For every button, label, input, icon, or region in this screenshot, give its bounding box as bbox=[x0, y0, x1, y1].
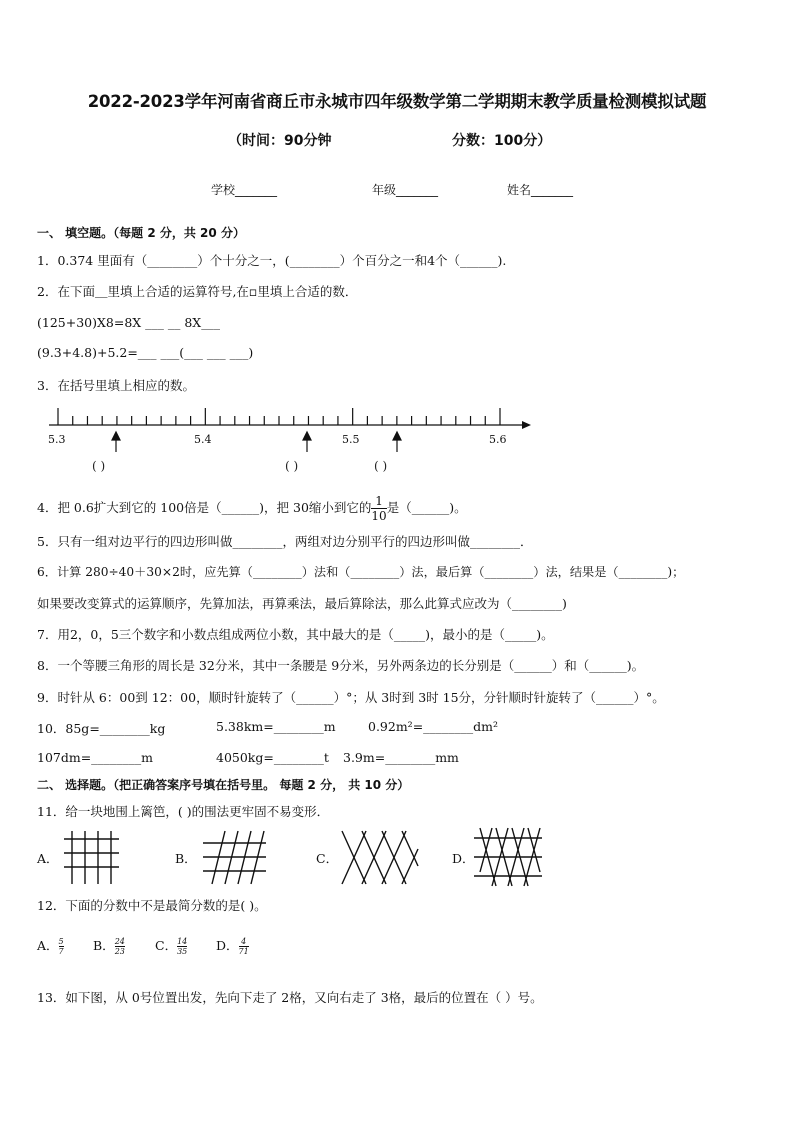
q12-option-a bbox=[37, 936, 64, 956]
fraction-numerator: 1 bbox=[371, 494, 386, 509]
q12-option-c bbox=[155, 936, 187, 956]
answer-blank-2: ( ) bbox=[285, 459, 299, 473]
tick-label-5-6: 5.6 bbox=[489, 433, 507, 446]
question-2-line-1: (125+30)X8=8X ___ __ 8X___ bbox=[37, 315, 220, 330]
question-6: 6．计算 280÷40＋30×2时，应先算（________）法和（________）法，最后算（________）法，结果是（________)； bbox=[37, 565, 685, 579]
q12-option-a-fraction bbox=[59, 937, 64, 956]
tick-label-5-5: 5.5 bbox=[342, 433, 360, 446]
exam-time: （时间：90分钟 bbox=[228, 133, 332, 149]
question-10-part-2: 5.38km=________m bbox=[216, 719, 336, 734]
question-4-part-b: 是（______)。 bbox=[386, 500, 467, 515]
q12-option-b-fraction bbox=[115, 937, 125, 956]
q12-option-c-label: C． bbox=[155, 938, 178, 953]
option-d-label: D． bbox=[452, 851, 475, 866]
question-1: 1．0.374 里面有（________）个十分之一，(________）个百分之一和4个（______). bbox=[37, 253, 507, 268]
question-2-line-2: (9.3+4.8)+5.2=___ ___(___ ___ ___) bbox=[37, 345, 254, 360]
section-2-heading: 二、 选择题。（把正确答案序号填在括号里。 每题 2 分， 共 10 分） bbox=[37, 778, 410, 792]
page-title: 2022-2023学年河南省商丘市永城市四年级数学第二学期期末教学质量检测模拟试题 bbox=[87, 92, 707, 111]
fraction-denominator: 23 bbox=[114, 947, 125, 956]
question-4-part-a: 4．把 0.6扩大到它的 100倍是（______)，把 30缩小到它的 bbox=[37, 500, 372, 515]
option-b-label: B． bbox=[175, 851, 197, 866]
tick-label-5-3: 5.3 bbox=[48, 433, 66, 446]
question-10-part-4: 107dm=________m bbox=[37, 750, 154, 765]
question-7: 7．用2，0，5三个数字和小数点组成两位小数，其中最大的是（_____)，最小的是（_____)。 bbox=[37, 627, 554, 642]
fraction-numerator: 5 bbox=[58, 937, 64, 946]
q12-option-b-label: B． bbox=[93, 938, 115, 953]
q12-option-b bbox=[93, 936, 125, 956]
option-a-label: A． bbox=[37, 851, 59, 866]
question-5: 5．只有一组对边平行的四边形叫做________，两组对边分别平行的四边形叫做________． bbox=[37, 534, 533, 549]
option-c-label: C． bbox=[316, 851, 339, 866]
q12-option-d bbox=[216, 936, 249, 956]
q12-option-c-fraction bbox=[177, 937, 187, 956]
fraction-numerator: 4 bbox=[239, 937, 249, 947]
q12-option-d-label: D． bbox=[216, 938, 239, 953]
question-10-part-5: 4050kg=________t bbox=[216, 750, 329, 765]
fence-diagonal-lattice-icon bbox=[342, 831, 418, 884]
question-13: 13．如下图，从 0号位置出发，先向下走了 2格，又向右走了 3格，最后的位置在（ ）号。 bbox=[37, 990, 543, 1005]
question-10-part-6: 3.9m=________mm bbox=[343, 750, 459, 765]
question-2: 2．在下面＿里填上合适的运算符号,在▫里填上合适的数． bbox=[37, 284, 358, 299]
question-12: 12．下面的分数中不是最简分数的是( )。 bbox=[37, 898, 267, 913]
tick-label-5-4: 5.4 bbox=[194, 433, 212, 446]
question-6-continued: 如果要改变算式的运算顺序，先算加法，再算乘法，最后算除法，那么此算式应改为（________) bbox=[37, 596, 567, 611]
question-3: 3．在括号里填上相应的数。 bbox=[37, 378, 195, 393]
school-field: 学校_______ bbox=[211, 183, 278, 197]
fraction-denominator: 35 bbox=[177, 947, 188, 956]
question-10-part-1: 10．85g=________kg bbox=[37, 721, 166, 736]
fence-parallelogram-grid-icon bbox=[203, 831, 266, 884]
q12-option-a-label: A． bbox=[37, 938, 59, 953]
fraction-denominator: 7 bbox=[58, 947, 64, 956]
fraction-denominator: 71 bbox=[238, 947, 249, 956]
answer-blank-1: ( ) bbox=[92, 459, 106, 473]
question-10-part-3: 0.92m²=________dm² bbox=[368, 719, 499, 734]
fraction-numerator: 14 bbox=[177, 937, 188, 946]
question-8: 8．一个等腰三角形的周长是 32分米，其中一条腰是 9分米，另外两条边的长分别是（______）和（______)。 bbox=[37, 658, 645, 673]
q12-option-d-fraction bbox=[239, 937, 249, 956]
question-9: 9．时针从 6：00到 12：00，顺时针旋转了（______）°；从 3时到 3时 15分，分针顺时针旋转了（______）°。 bbox=[37, 690, 665, 705]
name-field: 姓名_______ bbox=[507, 183, 574, 197]
grade-field: 年级_______ bbox=[372, 183, 439, 197]
fence-triangle-lattice-icon bbox=[474, 828, 542, 886]
section-1-heading: 一、 填空题。（每题 2 分，共 20 分） bbox=[37, 226, 245, 240]
fraction-numerator: 24 bbox=[114, 937, 125, 946]
question-11: 11．给一块地围上篱笆，( )的围法更牢固不易变形． bbox=[37, 804, 330, 819]
fence-square-grid-icon bbox=[64, 831, 119, 884]
exam-score: 分数：100分） bbox=[452, 133, 552, 149]
fraction-denominator: 10 bbox=[371, 509, 387, 523]
answer-blank-3: ( ) bbox=[374, 459, 388, 473]
